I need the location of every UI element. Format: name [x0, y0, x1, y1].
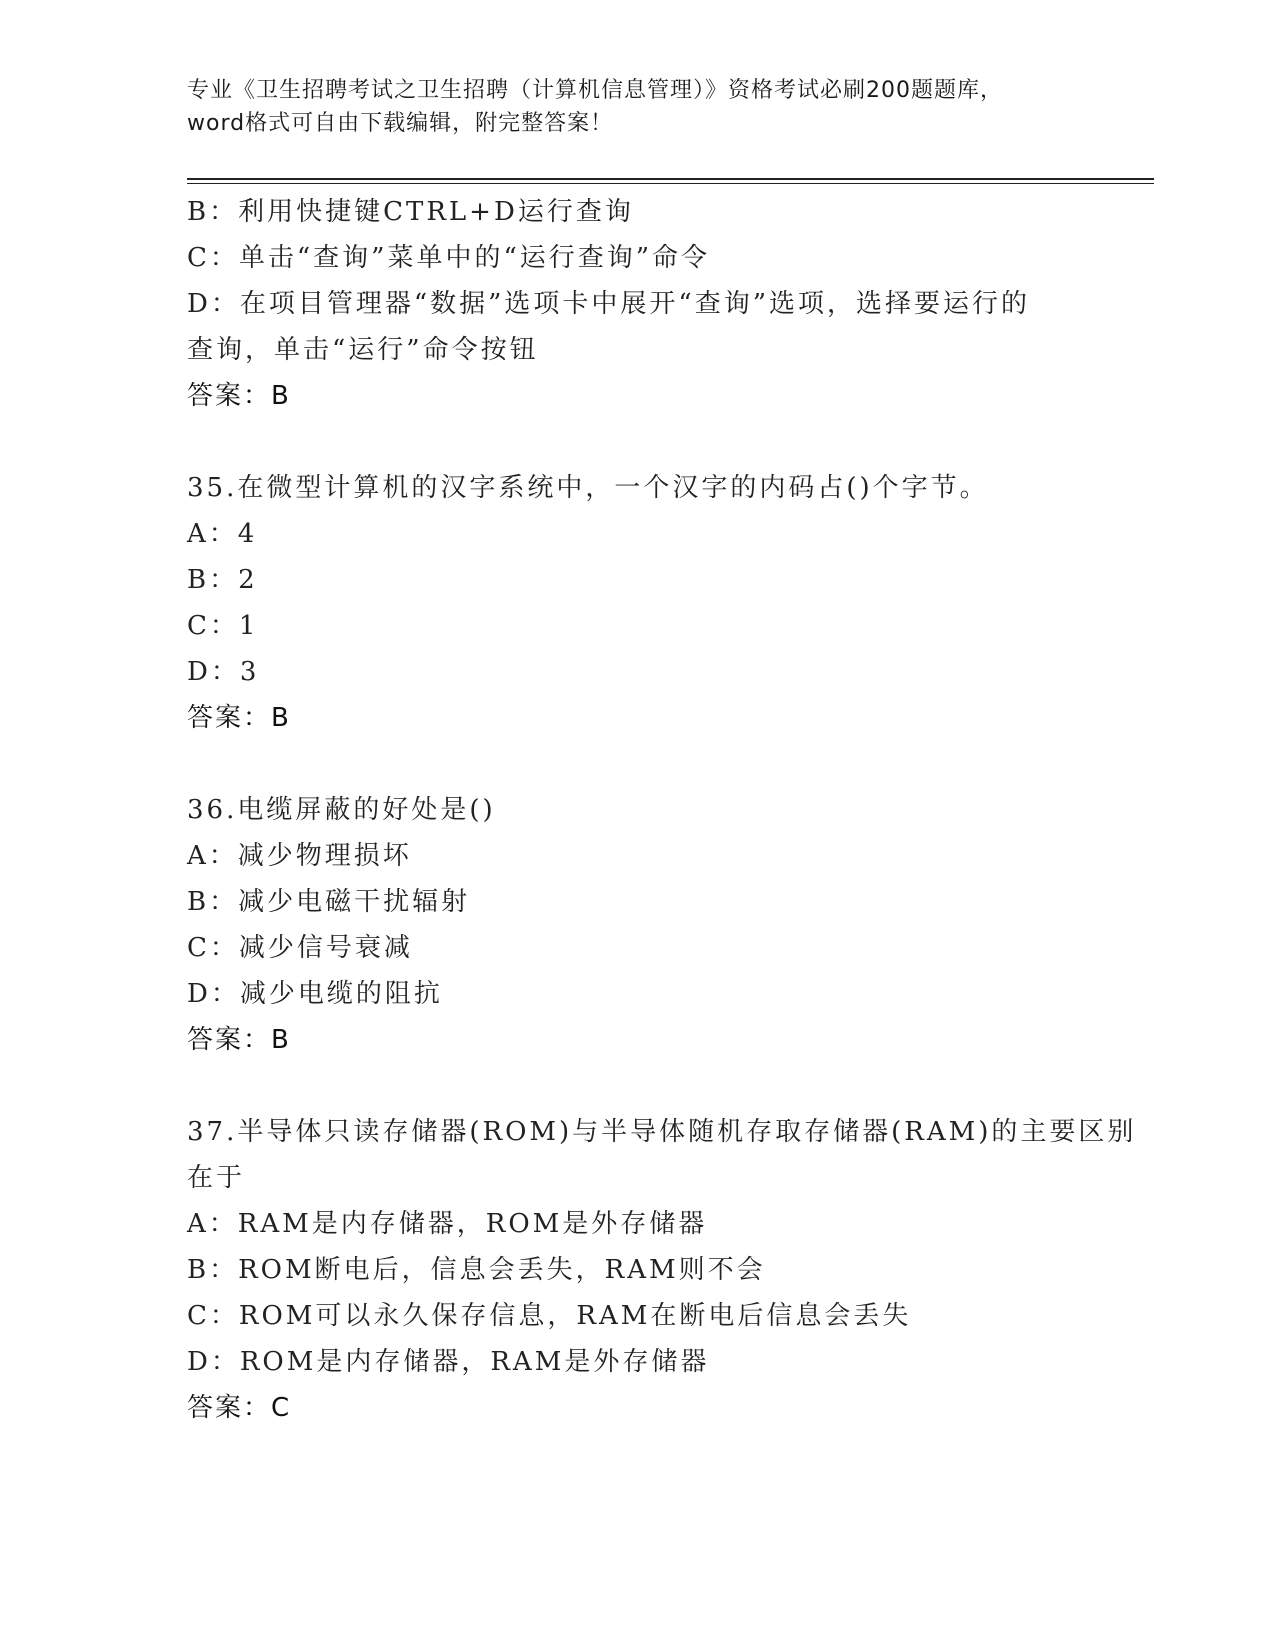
question-stem: 36.电缆屏蔽的好处是() [187, 795, 496, 825]
question-block-36 [187, 787, 1087, 1063]
option-a: A：RAM是内存储器，ROM是外存储器 [187, 1209, 708, 1239]
header-divider-thick [187, 178, 1154, 180]
option-c: C：减少信号衰减 [187, 933, 413, 963]
spacer [187, 419, 1087, 465]
document-header [187, 74, 1087, 140]
spacer [187, 1063, 1087, 1109]
option-b: B：ROM断电后，信息会丢失，RAM则不会 [187, 1255, 766, 1285]
header-divider-thin [187, 183, 1154, 184]
option-a: A：4 [187, 519, 258, 549]
question-stem-continued: 在于 [187, 1163, 246, 1193]
option-b: B：减少电磁干扰辐射 [187, 887, 471, 917]
option-b: B：2 [187, 565, 258, 595]
option-d: D：在项目管理器“数据”选项卡中展开“查询”选项，选择要运行的 [187, 289, 1031, 319]
question-block-37 [187, 1109, 1137, 1431]
option-d: D：减少电缆的阻抗 [187, 979, 443, 1009]
header-title-line-2: word格式可自由下载编辑，附完整答案！ [187, 111, 614, 136]
option-c: C：单击“查询”菜单中的“运行查询”命令 [187, 243, 711, 273]
answer-line: 答案：C [187, 1393, 292, 1423]
header-title-line-1: 专业《卫生招聘考试之卫生招聘（计算机信息管理）》资格考试必刷200题题库， [187, 78, 1003, 103]
option-b: B：利用快捷键CTRL+D运行查询 [187, 197, 634, 227]
answer-line: 答案：B [187, 381, 291, 411]
spacer [187, 741, 1087, 787]
option-c: C：ROM可以永久保存信息，RAM在断电后信息会丢失 [187, 1301, 912, 1331]
question-stem: 35.在微型计算机的汉字系统中，一个汉字的内码占()个字节。 [187, 473, 989, 503]
option-d-continued: 查询，单击“运行”命令按钮 [187, 335, 539, 365]
answer-line: 答案：B [187, 1025, 291, 1055]
question-list [187, 189, 1137, 1431]
option-c: C：1 [187, 611, 259, 641]
option-d: D：3 [187, 657, 260, 687]
option-a: A：减少物理损坏 [187, 841, 412, 871]
question-stem: 37.半导体只读存储器(ROM)与半导体随机存取存储器(RAM)的主要区别 [187, 1117, 1137, 1147]
answer-line: 答案：B [187, 703, 291, 733]
question-block-35 [187, 465, 1087, 741]
question-block-34 [187, 189, 1087, 419]
option-d: D：ROM是内存储器，RAM是外存储器 [187, 1347, 710, 1377]
